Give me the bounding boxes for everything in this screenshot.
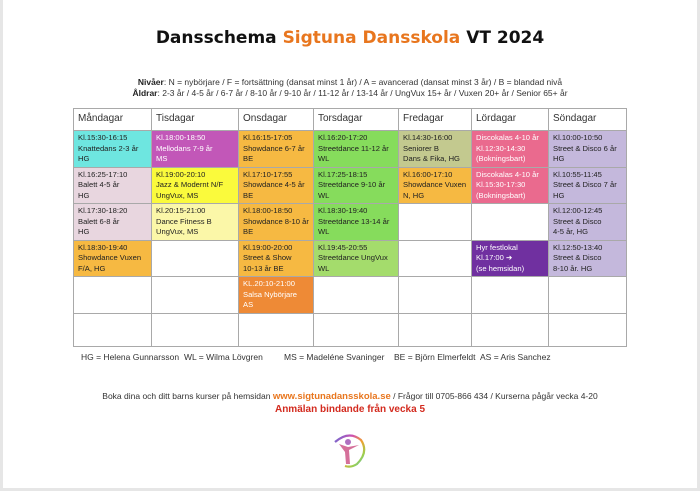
class-slot: [239, 277, 314, 314]
class-slot: [314, 167, 399, 204]
class-time: Kl.17:30-18:20: [78, 206, 128, 215]
dance-school-logo-icon: [329, 430, 369, 470]
teacher-ms: MS = Madeléne Svaninger: [284, 352, 385, 362]
empty-slot: [239, 313, 314, 346]
class-slot: [152, 167, 239, 204]
empty-slot: [152, 313, 239, 346]
class-time: Kl.20:15-21:00: [156, 206, 206, 215]
contact-text: / Frågor till 0705-866 434 / Kurserna pågår vecka 4-20: [390, 391, 598, 401]
empty-slot: [549, 313, 627, 346]
class-info: N, HG: [403, 190, 425, 200]
teacher-be: BE = Björn Elmerfeldt: [394, 352, 476, 362]
class-time: Kl.18:30-19:40: [78, 242, 128, 252]
class-name: Showdance 6-7 år: [243, 143, 305, 153]
class-time: Kl.19:45-20:55: [318, 242, 368, 252]
class-info: MS: [156, 154, 168, 163]
class-time: Kl.14:30-16:00: [403, 133, 453, 142]
levels-legend: [3, 77, 697, 87]
class-slot: [549, 131, 627, 168]
class-time: Kl.12:00-12:45: [553, 206, 603, 215]
class-time: Kl.10:55-11:45: [553, 169, 602, 179]
class-name: Street & Disco: [553, 253, 602, 262]
class-info: 8-10 år. HG: [553, 263, 593, 273]
booking-text: Boka dina och ditt barns kurser på hemsidan: [102, 391, 273, 401]
class-time: Kl.16:00-17:10: [403, 169, 453, 179]
class-time: Kl.16:20-17:20: [318, 133, 368, 142]
class-name: Showdance Vuxen: [78, 253, 142, 262]
schedule-row: [74, 240, 627, 277]
empty-slot: [472, 277, 549, 314]
class-info: HG: [78, 154, 90, 163]
class-info: 10-13 år BE: [243, 263, 284, 273]
class-slot: [399, 167, 472, 204]
empty-slot: [472, 204, 549, 241]
empty-slot: [399, 204, 472, 241]
class-info: WL: [318, 263, 330, 273]
day-header-5: Lördagar: [472, 109, 549, 131]
class-slot: [74, 204, 152, 241]
class-time: Kl.16:25-17:10: [78, 169, 128, 179]
website-link[interactable]: www.sigtunadansskola.se: [272, 391, 391, 402]
class-name: Knattedans 2-3 år: [78, 143, 139, 153]
class-name: Street & Disco 7 år: [553, 180, 617, 189]
ages-legend: [3, 88, 697, 98]
class-name: Showdance 8-10 år: [243, 216, 309, 226]
class-time: Hyr festlokal: [476, 242, 518, 252]
class-info: HG: [78, 190, 90, 200]
schedule-table: [73, 108, 627, 347]
class-time: KL.20:10-21:00: [243, 279, 295, 288]
empty-slot: [152, 277, 239, 314]
class-slot: [239, 240, 314, 277]
class-info: HG: [553, 190, 565, 200]
day-header-3: Torsdagar: [314, 109, 399, 131]
class-slot: [152, 204, 239, 241]
schedule-row: [74, 131, 627, 168]
class-slot: [74, 240, 152, 277]
class-time: Kl.19:00-20:10: [156, 169, 206, 179]
title-brand: Sigtuna Dansskola: [282, 28, 461, 48]
class-name: Streetdance 9-10 år: [318, 180, 386, 189]
title-prefix: Dansschema: [155, 28, 283, 48]
empty-slot: [399, 277, 472, 314]
levels-label: Nivåer: [137, 77, 164, 87]
schedule-row: [74, 313, 627, 346]
class-time: Discokalas 4-10 år: [476, 169, 539, 179]
registration-notice: Anmälan bindande från vecka 5: [274, 404, 426, 415]
day-header-1: Tisdagar: [152, 109, 239, 131]
class-slot: [549, 167, 627, 204]
class-name: Seniorer B: [403, 143, 439, 153]
class-name: Kl.12:30-14:30: [476, 143, 526, 153]
class-slot: [472, 167, 549, 204]
ages-label: Åldrar: [132, 88, 158, 98]
day-header-0: Måndagar: [74, 109, 152, 131]
class-slot: [239, 131, 314, 168]
class-slot: [239, 167, 314, 204]
class-name: Mellodans 7-9 år: [156, 143, 213, 153]
class-info: BE: [243, 227, 254, 236]
class-name: Balett 6-8 år: [78, 216, 120, 226]
class-info: 4-5 år, HG: [553, 227, 589, 236]
teacher-as: AS = Aris Sanchez: [480, 352, 551, 362]
class-slot: [152, 131, 239, 168]
class-info: UngVux, MS: [156, 227, 199, 236]
empty-slot: [549, 277, 627, 314]
class-name: Kl.15:30-17:30: [476, 180, 526, 189]
class-time: Kl.15:30-16:15: [78, 133, 128, 142]
empty-slot: [74, 313, 152, 346]
booking-info: [3, 391, 697, 402]
empty-slot: [472, 313, 549, 346]
class-info: (Bokningsbart): [476, 154, 526, 163]
class-time: Kl.18:00-18:50: [156, 133, 206, 142]
empty-slot: [399, 240, 472, 277]
class-name: Street & Show: [243, 253, 292, 262]
class-slot: [399, 131, 472, 168]
class-slot: [314, 204, 399, 241]
schedule-row: [74, 277, 627, 314]
class-time: Kl.12:50-13:40: [553, 242, 603, 252]
class-slot: [239, 204, 314, 241]
levels-text: : N = nybörjare / F = fortsättning (dansat minst 1 år) / A = avancerad (dansat minst 3 år) / B = blandad nivå: [163, 77, 563, 87]
class-info: AS: [243, 300, 254, 309]
ages-text: : 2-3 år / 4-5 år / 6-7 år / 8-10 år / 9-10 år / 11-12 år / 13-14 år / UngVux 15+ år / Vuxen 20+ år / Senior 65+ år: [157, 88, 568, 98]
empty-slot: [399, 313, 472, 346]
class-time: Kl.18:00-18:50: [243, 206, 293, 215]
class-slot: [549, 240, 627, 277]
class-time: Kl.18:30-19:40: [318, 206, 368, 215]
class-slot: [472, 131, 549, 168]
schedule-row: [74, 204, 627, 241]
class-info: WL: [318, 154, 330, 163]
class-time: Kl.17:10-17:55: [243, 169, 293, 179]
day-header-6: Söndagar: [549, 109, 627, 131]
empty-slot: [152, 240, 239, 277]
class-name: Streetdance UngVux: [318, 253, 388, 262]
class-time: Kl.10:00-10:50: [553, 133, 603, 142]
empty-slot: [74, 277, 152, 314]
class-name: Showdance Vuxen: [403, 180, 467, 189]
class-info: (Bokningsbart): [476, 190, 526, 200]
class-name: Dance Fitness B: [156, 216, 212, 226]
class-name: Salsa Nybörjare: [243, 289, 298, 299]
schedule-page: [3, 0, 697, 488]
class-info: (se hemsidan): [476, 263, 525, 273]
empty-slot: [314, 277, 399, 314]
page-title: [3, 28, 697, 48]
empty-slot: [314, 313, 399, 346]
teacher-legend: [81, 352, 551, 362]
schedule-body: [74, 131, 627, 347]
class-slot: [314, 240, 399, 277]
class-name: Kl.17:00 ➔: [476, 253, 513, 262]
class-slot: [472, 240, 549, 277]
class-slot: [74, 131, 152, 168]
day-header-row: [74, 109, 627, 131]
class-info: BE: [243, 190, 254, 200]
class-name: Streetdance 13-14 år: [318, 216, 390, 226]
day-header-4: Fredagar: [399, 109, 472, 131]
class-name: Showdance 4-5 år: [243, 180, 305, 189]
schedule-row: [74, 167, 627, 204]
class-name: Streetdance 11-12 år: [318, 143, 389, 153]
title-suffix: VT 2024: [460, 28, 545, 48]
class-time: Kl.17:25-18:15: [318, 169, 368, 179]
class-name: Street & Disco: [553, 216, 602, 226]
class-time: Discokalas 4-10 år: [476, 133, 539, 142]
class-info: Dans & Fika, HG: [403, 154, 460, 163]
class-info: WL: [318, 227, 330, 236]
day-header-2: Onsdagar: [239, 109, 314, 131]
class-slot: [314, 131, 399, 168]
class-name: Street & Disco 6 år: [553, 143, 617, 153]
class-time: Kl.19:00-20:00: [243, 242, 293, 252]
class-info: WL: [318, 190, 330, 200]
class-name: Balett 4-5 år: [78, 180, 120, 189]
class-slot: [549, 204, 627, 241]
class-info: UngVux, MS: [156, 190, 199, 200]
class-slot: [74, 167, 152, 204]
class-info: BE: [243, 154, 254, 163]
class-info: HG: [78, 227, 90, 236]
class-info: HG: [553, 154, 565, 163]
teacher-hg: HG = Helena Gunnarsson: [81, 352, 180, 362]
class-time: Kl.16:15-17:05: [243, 133, 293, 142]
class-info: F/A, HG: [78, 263, 106, 273]
class-name: Jazz & Modernt N/F: [156, 180, 224, 189]
teacher-wl: WL = Wilma Lövgren: [184, 352, 263, 362]
